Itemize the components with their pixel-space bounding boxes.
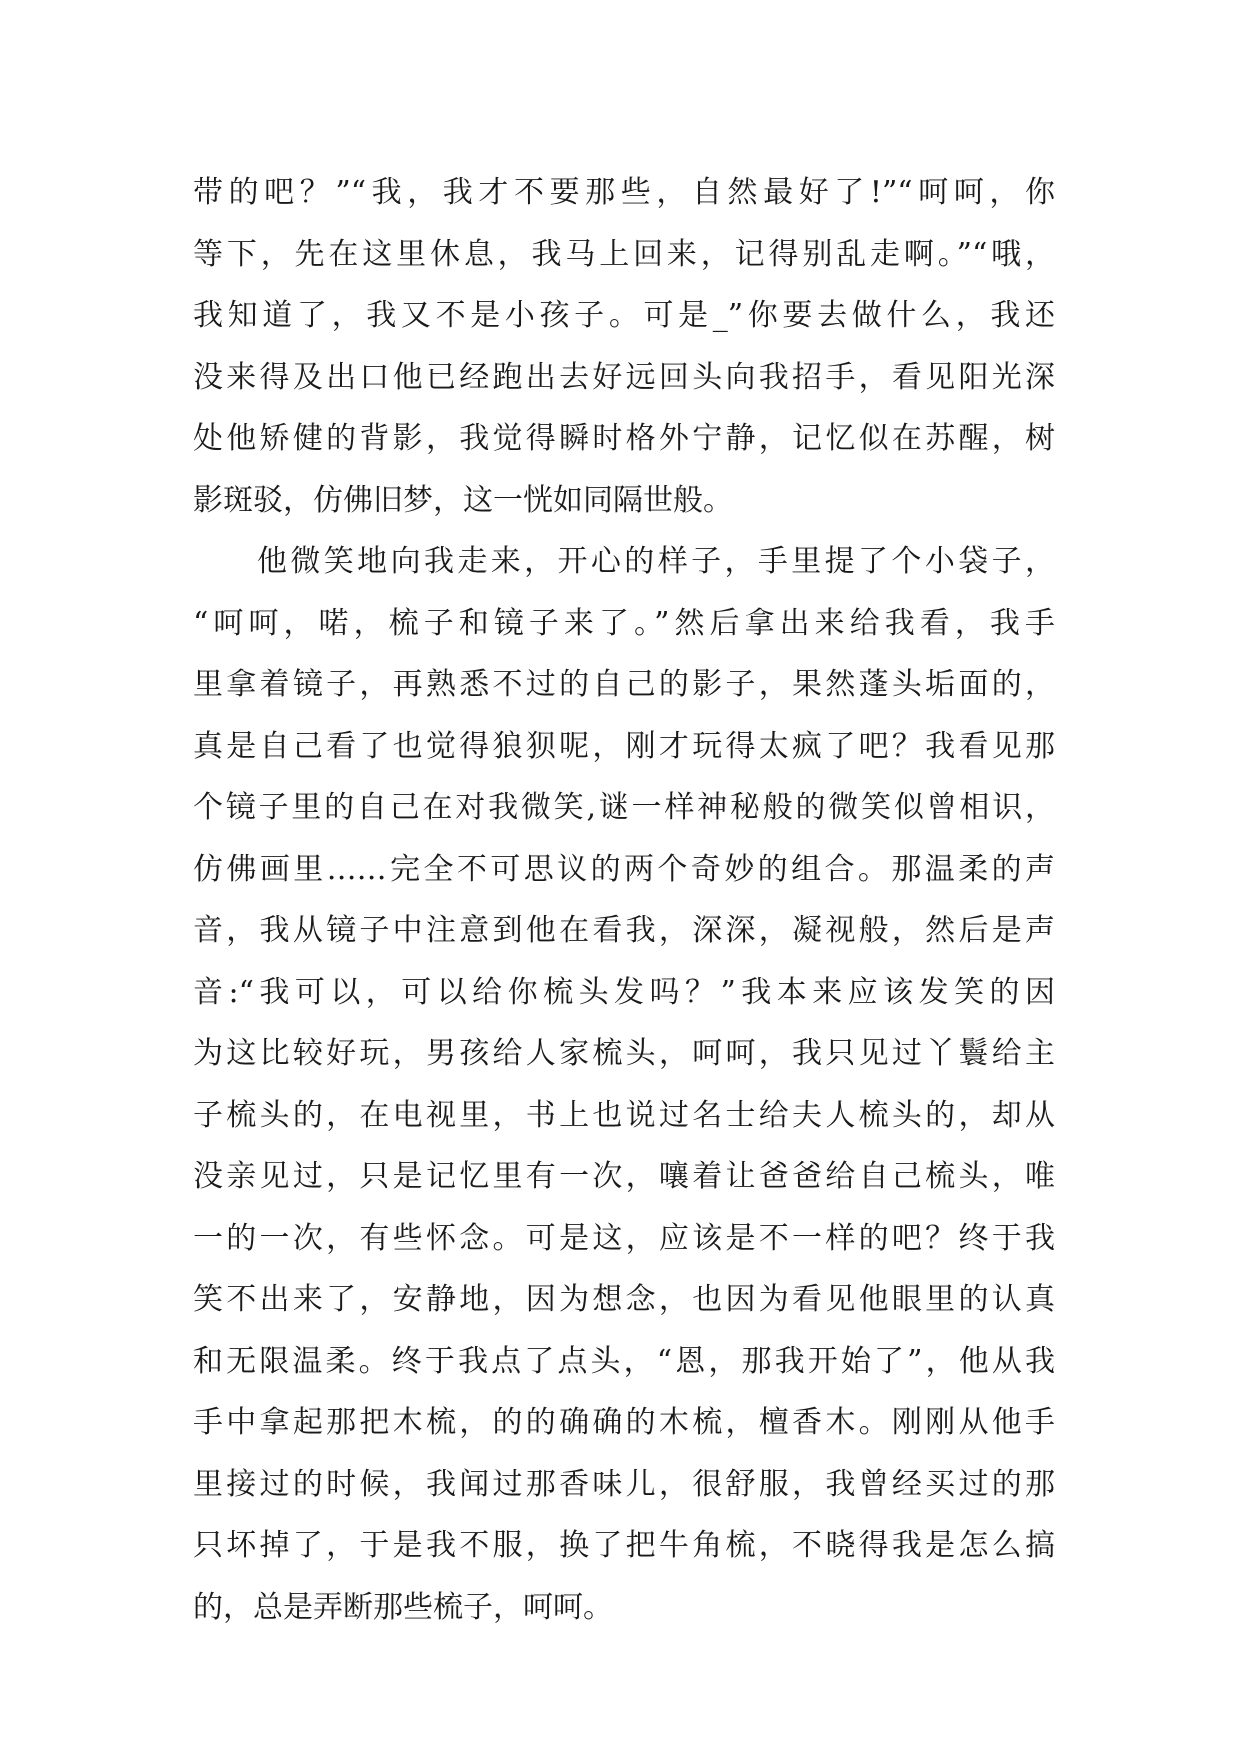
paragraph-2 bbox=[193, 531, 1055, 1638]
text-line: 一的一次，有些怀念。可是这，应该是不一样的吧？终于我 bbox=[193, 1220, 1055, 1256]
text-line: 只坏掉了，于是我不服，换了把牛角梳，不晓得我是怎么搞 bbox=[193, 1528, 1055, 1563]
text-line: 手中拿起那把木梳，的的确确的木梳，檀香木。刚刚从他手 bbox=[193, 1405, 1055, 1440]
text-line: 音:“我可以，可以给你梳头发吗？”我本来应该发笑的因 bbox=[193, 974, 1055, 1010]
text-line: 音，我从镜子中注意到他在看我，深深，凝视般，然后是声 bbox=[193, 913, 1055, 948]
text-line: 等下，先在这里休息，我马上回来，记得别乱走啊。”“哦， bbox=[193, 236, 1055, 272]
text-line: 的，总是弄断那些梳子，呵呵。 bbox=[193, 1589, 613, 1625]
text-line: 处他矫健的背影，我觉得瞬时格外宁静，记忆似在苏醒，树 bbox=[193, 421, 1055, 456]
text-line: 带的吧？”“我，我才不要那些，自然最好了!”“呵呵，你 bbox=[193, 175, 1055, 210]
text-line: 里拿着镜子，再熟悉不过的自己的影子，果然蓬头垢面的， bbox=[193, 667, 1055, 702]
text-line: 影斑驳，仿佛旧梦，这一恍如同隔世般。 bbox=[193, 482, 733, 518]
text-line: 我知道了，我又不是小孩子。可是_”你要去做什么，我还 bbox=[193, 298, 1055, 333]
document-body bbox=[193, 162, 1055, 1638]
text-line: “呵呵，喏，梳子和镜子来了。”然后拿出来给我看，我手 bbox=[193, 605, 1055, 641]
text-line: 为这比较好玩，男孩给人家梳头，呵呵，我只见过丫鬟给主 bbox=[193, 1036, 1055, 1071]
text-line: 笑不出来了，安静地，因为想念，也因为看见他眼里的认真 bbox=[193, 1282, 1055, 1317]
text-line: 真是自己看了也觉得狼狈呢，刚才玩得太疯了吧？我看见那 bbox=[193, 728, 1055, 764]
text-line: 没亲见过，只是记忆里有一次，嚷着让爸爸给自己梳头，唯 bbox=[193, 1159, 1055, 1194]
text-line: 他微笑地向我走来，开心的样子，手里提了个小袋子， bbox=[257, 544, 1055, 579]
text-line: 没来得及出口他已经跑出去好远回头向我招手，看见阳光深 bbox=[193, 359, 1055, 395]
text-line: 里接过的时候，我闻过那香味儿，很舒服，我曾经买过的那 bbox=[193, 1466, 1055, 1502]
text-line: 和无限温柔。终于我点了点头，“恩，那我开始了”，他从我 bbox=[193, 1343, 1055, 1379]
text-line: 仿佛画里……完全不可思议的两个奇妙的组合。那温柔的声 bbox=[193, 851, 1055, 887]
text-line: 个镜子里的自己在对我微笑,谜一样神秘般的微笑似曾相识， bbox=[193, 790, 1055, 825]
text-line: 子梳头的，在电视里，书上也说过名士给夫人梳头的，却从 bbox=[193, 1097, 1055, 1133]
paragraph-1 bbox=[193, 162, 1055, 531]
